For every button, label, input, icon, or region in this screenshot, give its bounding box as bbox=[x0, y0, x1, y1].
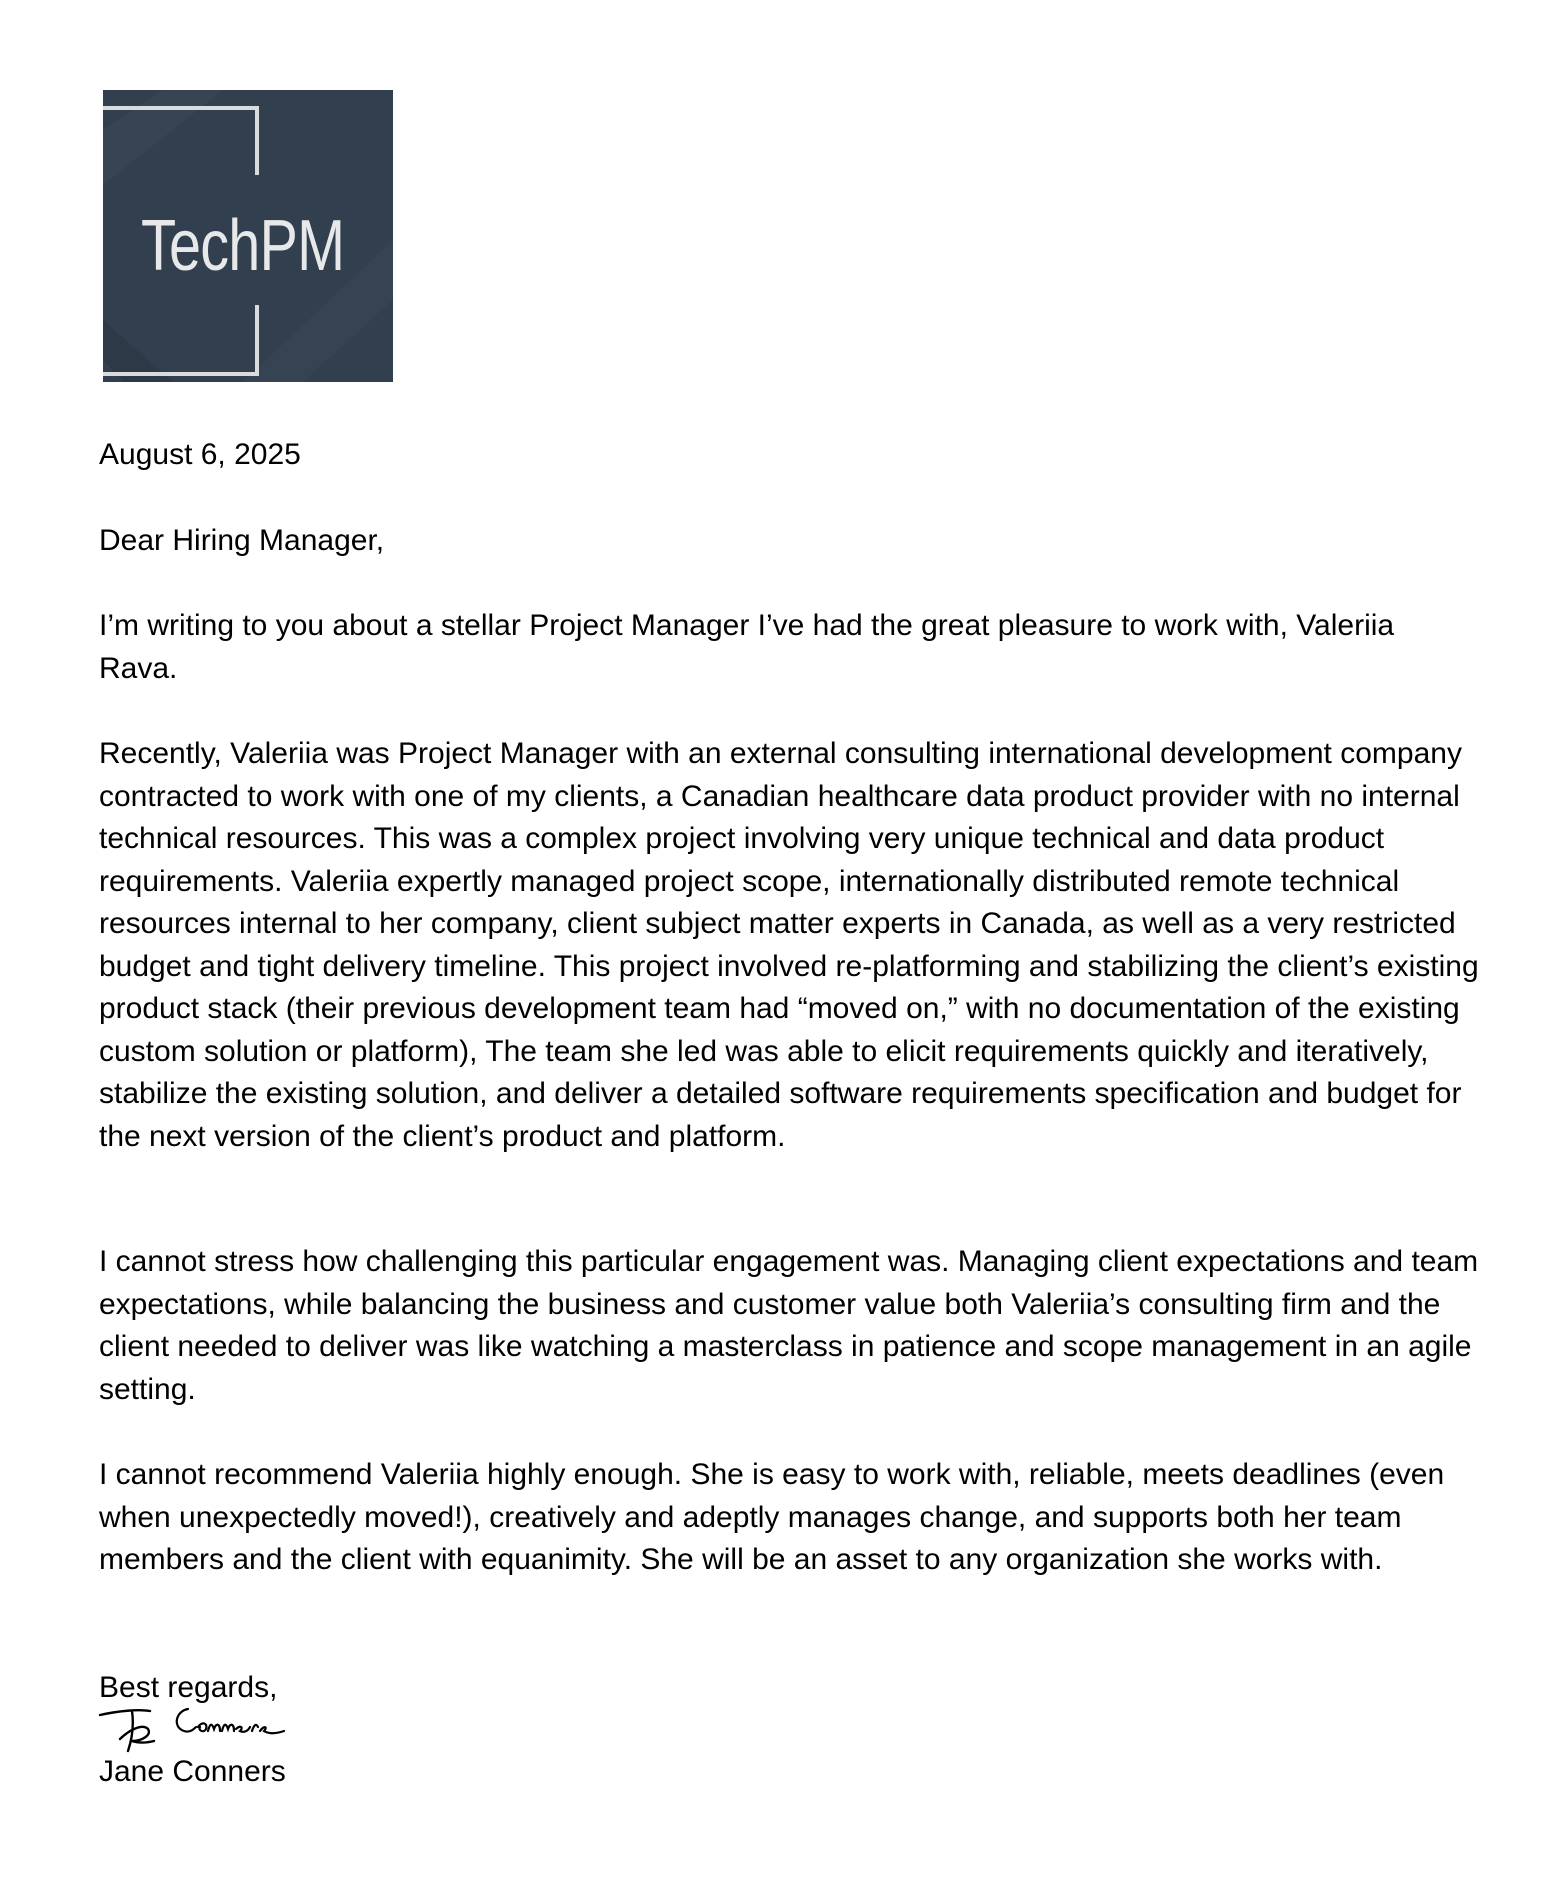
handwritten-signature bbox=[98, 1705, 288, 1753]
letter-paragraph: I cannot recommend Valeriia highly enough. She is easy to work with, reliable, meets deadlines (even when unexpectedly moved!), creatively and adeptly manages change, and supports both her team members and the client with equanimity. She will be an asset to any organization she works with. bbox=[99, 1458, 1445, 1576]
logo-text: TechPM bbox=[141, 206, 345, 286]
company-logo bbox=[103, 90, 393, 382]
letter-paragraph: Recently, Valeriia was Project Manager with an external consulting international development company contracted to work with one of my clients, a Canadian healthcare data product provider with no internal technical resources. This was a complex project involving very unique technical and data product requirements. Valeriia expertly managed project scope, internationally distributed remote technical resources internal to her company, client subject matter experts in Canada, as well as a very restricted budget and tight delivery timeline. This project involved re-platforming and stabilizing the client’s existing product stack (their previous development team had “moved on,” with no documentation of the existing custom solution or platform), The team she led was able to elicit requirements quickly and iteratively, stabilize the existing solution, and deliver a detailed software requirements specification and budget for the next version of the client’s product and platform. bbox=[99, 737, 1479, 1153]
letter-salutation: Dear Hiring Manager, bbox=[99, 524, 385, 557]
letter-date: August 6, 2025 bbox=[99, 438, 301, 471]
letter-closing: Best regards, bbox=[99, 1671, 278, 1704]
letter-paragraph: I cannot stress how challenging this particular engagement was. Managing client expectations and team expectations, while balancing the business and customer value both Valeriia’s consulting firm and the client needed to deliver was like watching a masterclass in patience and scope management in an agile setting. bbox=[99, 1245, 1479, 1406]
letter-paragraph: I’m writing to you about a stellar Project Manager I’ve had the great pleasure to work with, Valeriia Rava. bbox=[99, 609, 1395, 685]
sender-name: Jane Conners bbox=[99, 1755, 286, 1788]
